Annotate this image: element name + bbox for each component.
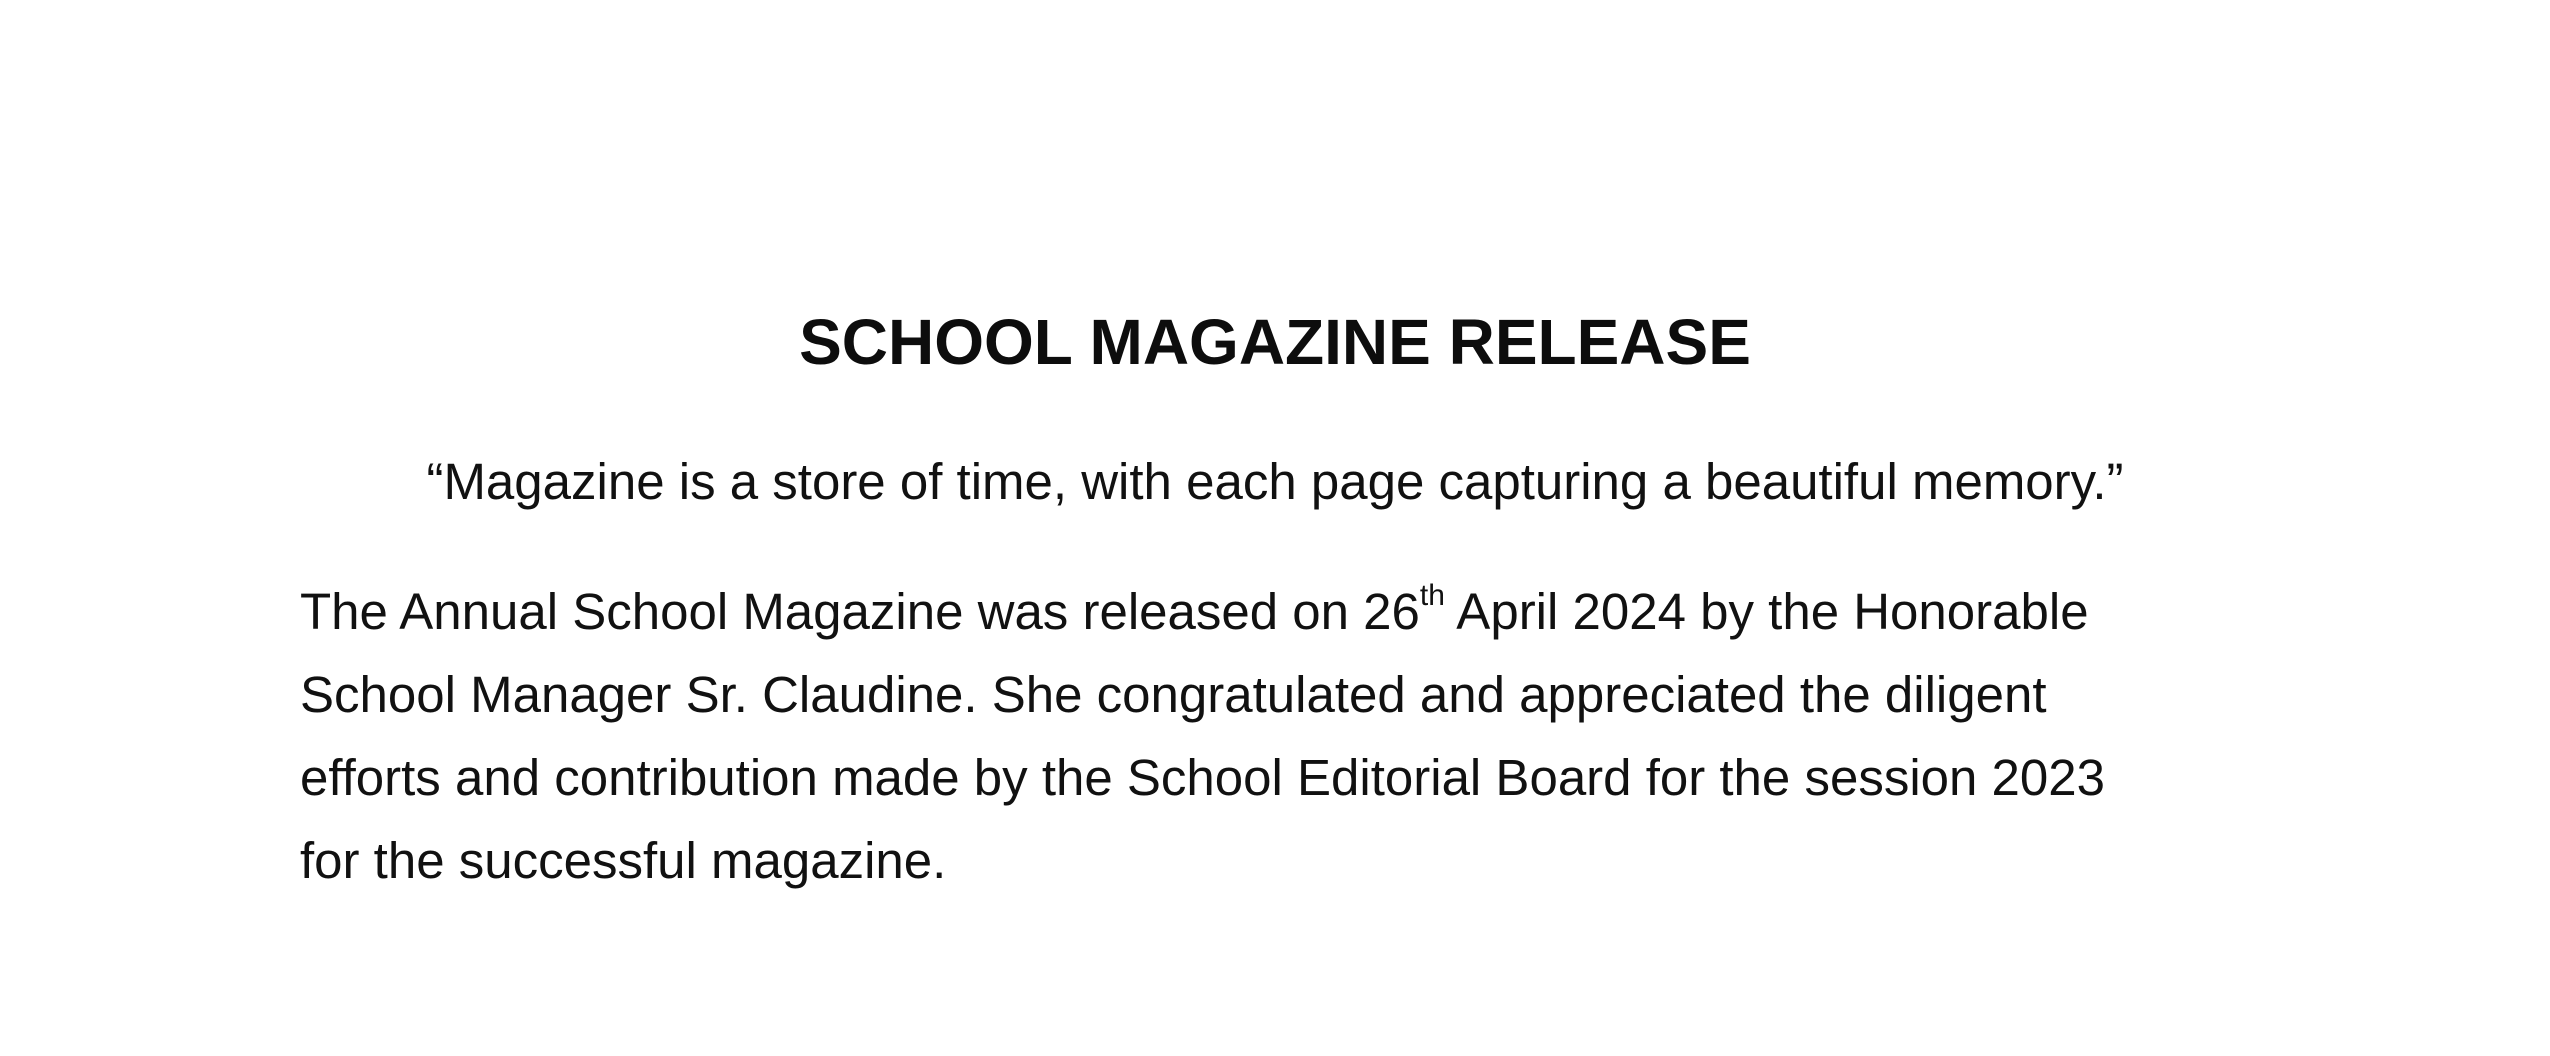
paragraph-line-2: School Manager Sr. Claudine. She congratulated and appreciated the diligent: [300, 666, 2047, 723]
paragraph-line-1-start: The Annual School Magazine was released on 26: [300, 583, 1420, 640]
paragraph-line-1: [300, 570, 2300, 653]
ordinal-suffix: th: [1419, 579, 1445, 612]
paragraph-line-1-end: April 2024 by the Honorable: [1444, 583, 2089, 640]
magazine-quote: “Magazine is a store of time, with each page capturing a beautiful memory.”: [426, 453, 2124, 510]
release-paragraph: [300, 570, 2300, 902]
paragraph-line-4: for the successful magazine.: [300, 832, 947, 889]
paragraph-line-3: efforts and contribution made by the School Editorial Board for the session 2023: [300, 749, 2105, 806]
document-title: SCHOOL MAGAZINE RELEASE: [799, 306, 1751, 378]
